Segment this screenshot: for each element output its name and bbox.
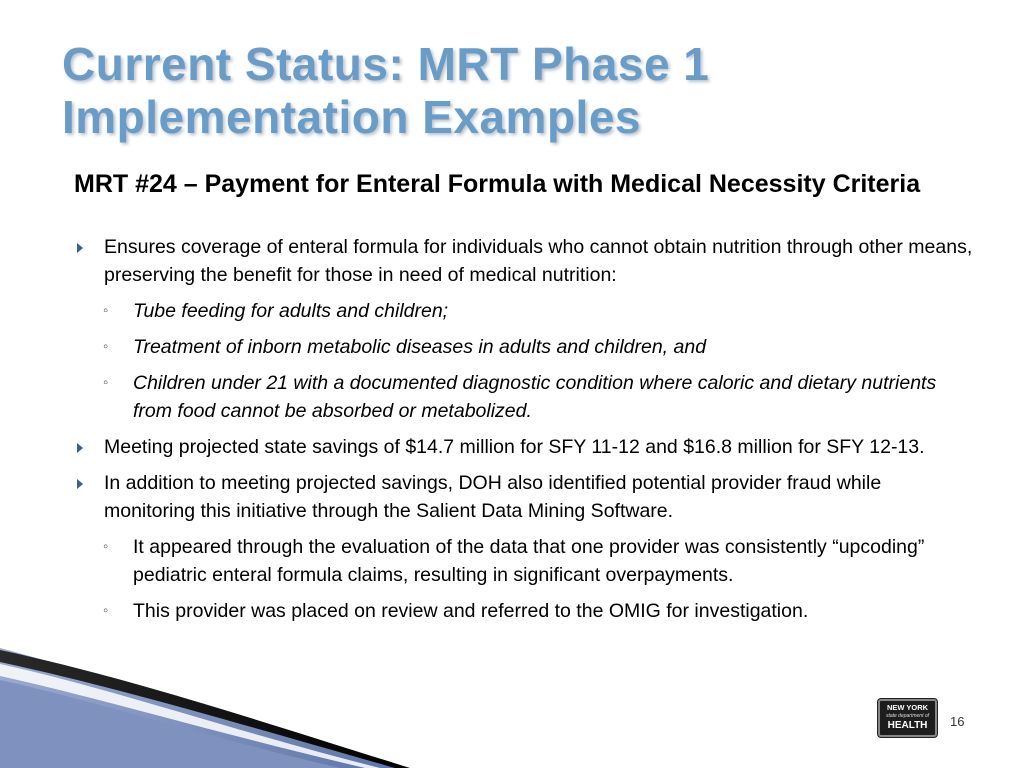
logo-line-2: state department of: [885, 713, 930, 719]
circle-bullet-icon: ◦: [103, 338, 109, 355]
bullet-list: [74, 233, 974, 633]
arrow-bullet-icon: [77, 479, 83, 489]
title-line-2: Implementation Examples: [62, 91, 641, 143]
sub-bullet-item: [74, 369, 974, 425]
arrow-bullet-icon: [77, 243, 83, 253]
bullet-item: [74, 469, 974, 525]
sub-bullet-item: [74, 533, 974, 589]
bullet-item: [74, 233, 974, 289]
sub-bullet-text: It appeared through the evaluation of the data that one provider was consistently “upcoding” pediatric enteral formula claims, resulting in significant overpayments.: [133, 536, 925, 586]
sub-bullet-item: [74, 297, 974, 325]
slide-title: [62, 38, 962, 144]
sub-bullet-text: Treatment of inborn metabolic diseases in adults and children, and: [133, 336, 707, 358]
logo-line-1: NEW YORK: [886, 703, 929, 712]
page-number: 16: [950, 714, 965, 729]
bullet-item: [74, 433, 974, 461]
decorative-swoosh: [0, 640, 420, 768]
sub-bullet-text: Tube feeding for adults and children;: [133, 300, 449, 322]
sub-bullet-item: [74, 597, 974, 625]
bullet-text: Ensures coverage of enteral formula for individuals who cannot obtain nutrition through other means, preserving the benefit for those in need of medical nutrition:: [104, 236, 973, 286]
sub-bullet-text: This provider was placed on review and referred to the OMIG for investigation.: [133, 600, 809, 622]
title-line-1: Current Status: MRT Phase 1: [62, 38, 710, 90]
sub-bullet-item: [74, 333, 974, 361]
bullet-text: In addition to meeting projected savings, DOH also identified potential provider fraud while monitoring this initiative through the Salient Data Mining Software.: [104, 472, 882, 522]
circle-bullet-icon: ◦: [103, 302, 109, 319]
nys-health-logo: [878, 699, 937, 737]
sub-bullet-text: Children under 21 with a documented diagnostic condition where caloric and dietary nutrients from food cannot be absorbed or metabolized.: [133, 372, 937, 422]
arrow-bullet-icon: [77, 443, 83, 453]
logo-line-3: HEALTH: [887, 720, 928, 731]
subheading: MRT #24 – Payment for Enteral Formula with Medical Necessity Criteria: [74, 170, 921, 198]
circle-bullet-icon: ◦: [103, 602, 109, 619]
circle-bullet-icon: ◦: [103, 538, 109, 555]
circle-bullet-icon: ◦: [103, 374, 109, 391]
bullet-text: Meeting projected state savings of $14.7 million for SFY 11-12 and $16.8 million for SFY 12-13.: [104, 436, 925, 458]
